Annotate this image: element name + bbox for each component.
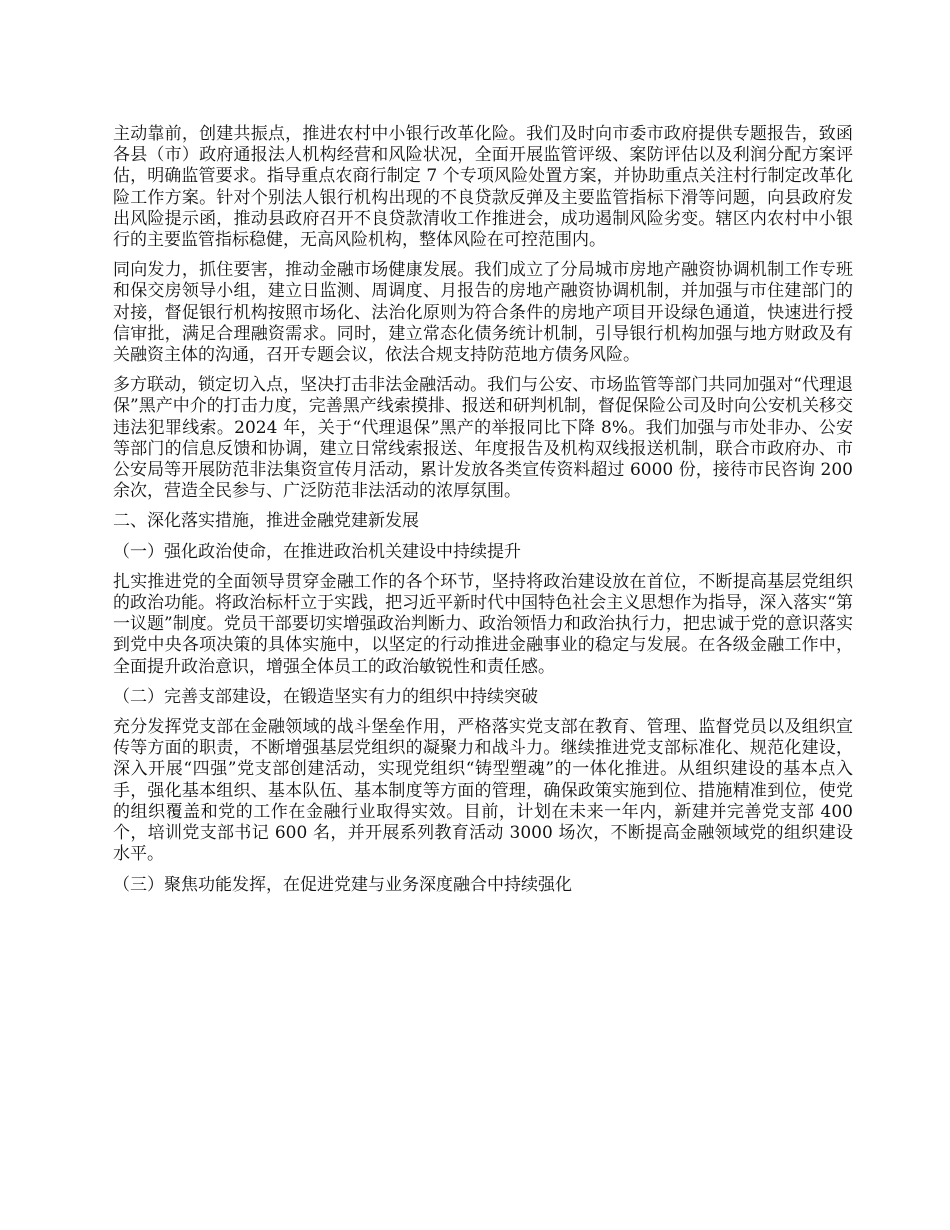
subsection-heading-1: （一）强化政治使命，在推进政治机关建设中持续提升 <box>113 541 521 562</box>
subsection-heading-3: （三）聚焦功能发挥，在促进党建与业务深度融合中持续强化 <box>113 874 572 895</box>
paragraph-branch-building: 充分发挥党支部在金融领域的战斗堡垒作用，严格落实党支部在教育、管理、监督党员以及组织宣传等方面的职责，不断增强基层党组织的凝聚力和战斗力。继续推进党支部标准化、规范化建设，深入开展“四强”党支部创建活动，实现党组织“铸型塑魂”的一体化推进。从组织建设的基本点入手，强化基本组织、基本队伍、基本制度等方面的管理，确保政策实施到位、措施精准到位，使党的组织覆盖和党的工作在金融行业取得实效。目前，计划在未来一年内，新建并完善党支部 400 个，培训党支部书记 600 名，并开展系列教育活动 3000 场次，不断提高金融领域党的组织建设水平。 <box>113 717 853 865</box>
subsection-heading-2: （二）完善支部建设，在锻造坚实有力的组织中持续突破 <box>113 686 538 707</box>
paragraph-political-building: 扎实推进党的全面领导贯穿金融工作的各个环节，坚持将政治建设放在首位，不断提高基层党组织的政治功能。将政治标杆立于实践，把习近平新时代中国特色社会主义思想作为指导，深入落实“第一议题”制度。党员干部要切实增强政治判断力、政治领悟力和政治执行力，把忠诚于党的意识落实到党中央各项决策的具体实施中，以坚定的行动推进金融事业的稳定与发展。在各级金融工作中，全面提升政治意识，增强全体员工的政治敏锐性和责任感。 <box>113 571 853 677</box>
paragraph-illegal-finance-crackdown: 多方联动，锁定切入点，坚决打击非法金融活动。我们与公安、市场监管等部门共同加强对“代理退保”黑产中介的打击力度，完善黑产线索摸排、报送和研判机制，督促保险公司及时向公安机关移交违法犯罪线索。2024 年，关于“代理退保”黑产的举报同比下降 8%。我们加强与市处非办、公安等部门的信息反馈和协调，建立日常线索报送、年度报告及机构双线报送机制，联合市政府办、市公安局等开展防范非法集资宣传月活动，累计发放各类宣传资料超过 6000 份，接待市民咨询 200 余次，营造全民参与、广泛防范非法活动的浓厚氛围。 <box>113 375 853 502</box>
paragraph-real-estate-financing: 同向发力，抓住要害，推动金融市场健康发展。我们成立了分局城市房地产融资协调机制工作专班和保交房领导小组，建立日监测、周调度、月报告的房地产融资协调机制，并加强与市住建部门的对接，督促银行机构按照市场化、法治化原则为符合条件的房地产项目开设绿色通道，快速进行授信审批，满足合理融资需求。同时，建立常态化债务统计机制，引导银行机构加强与地方财政及有关融资主体的沟通，召开专题会议，依法合规支持防范地方债务风险。 <box>113 260 853 366</box>
paragraph-rural-bank-reform: 主动靠前，创建共振点，推进农村中小银行改革化险。我们及时向市委市政府提供专题报告，致函各县（市）政府通报法人机构经营和风险状况，全面开展监管评级、案防评估以及利润分配方案评估，明确监管要求。指导重点农商行制定 7 个专项风险处置方案，并协助重点关注村行制定改革化险工作方案。针对个别法人银行机构出现的不良贷款反弹及主要监管指标下滑等问题，向县政府发出风险提示函，推动县政府召开不良贷款清收工作推进会，成功遏制风险劣变。辖区内农村中小银行的主要监管指标稳健，无高风险机构，整体风险在可控范围内。 <box>113 124 853 251</box>
section-heading-2: 二、深化落实措施，推进金融党建新发展 <box>113 511 419 532</box>
document-page <box>113 124 853 905</box>
